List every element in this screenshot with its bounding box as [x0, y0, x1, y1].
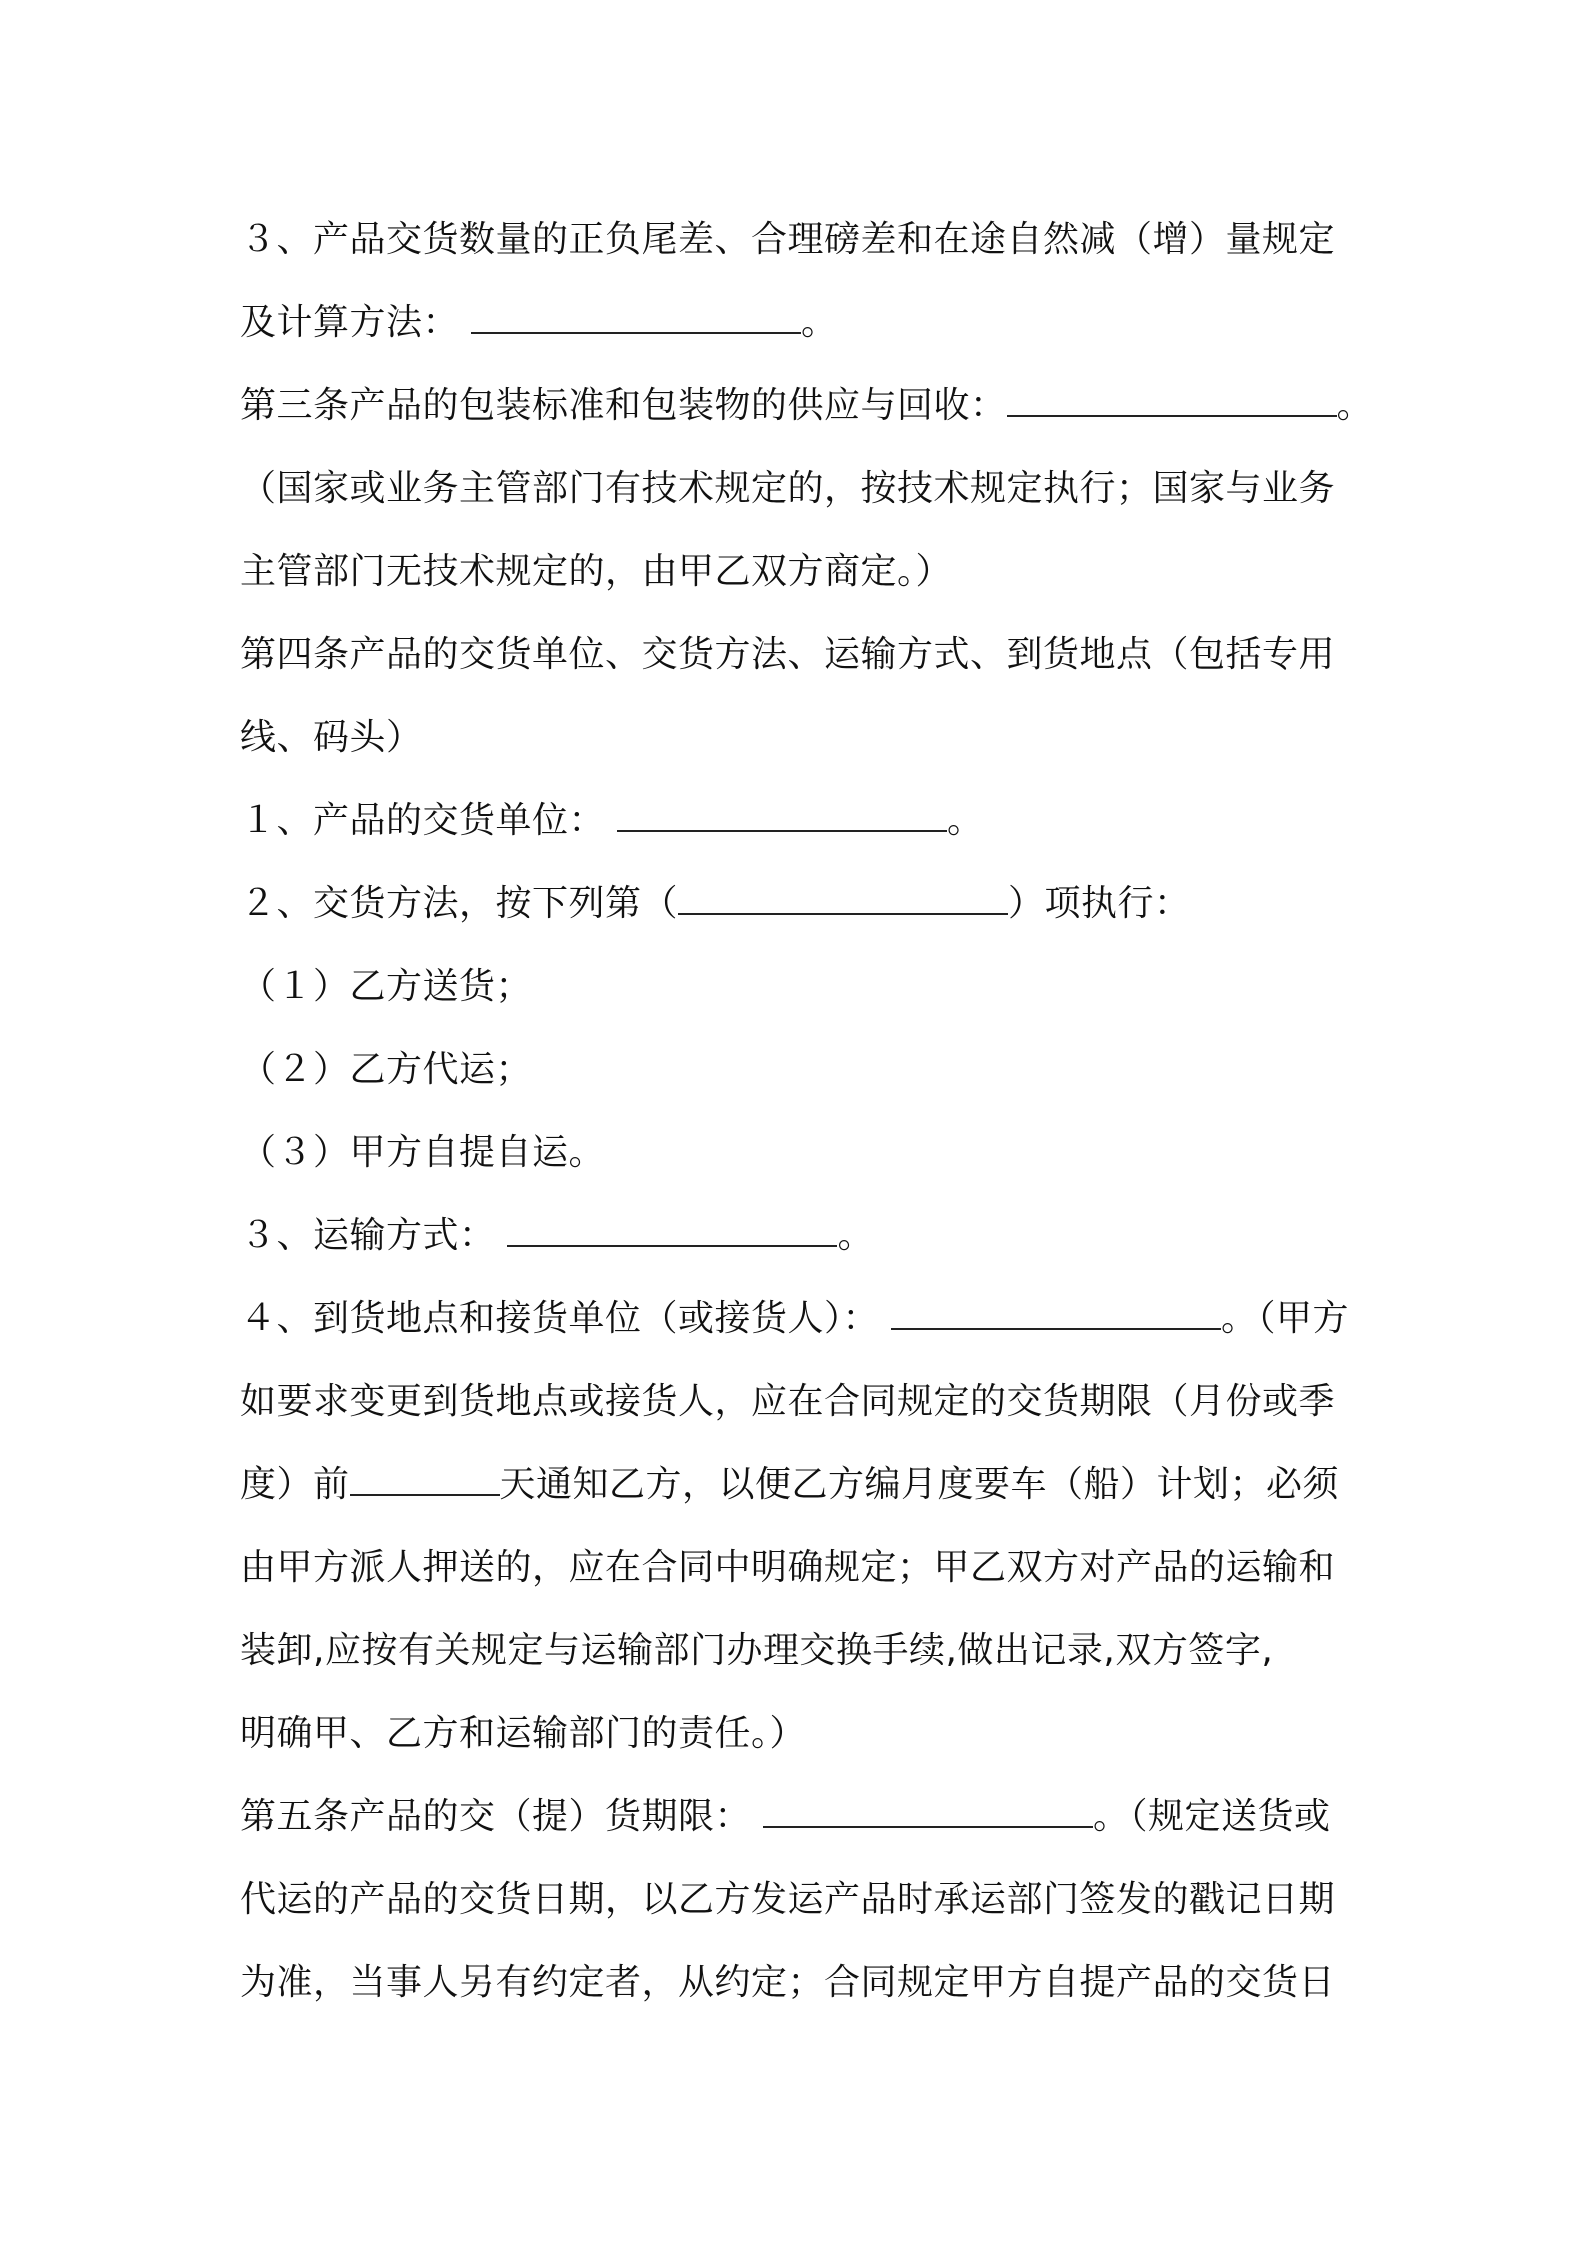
text-line: 装卸,应按有关规定与运输部门办理交换手续,做出记录,双方签字, — [240, 1630, 1274, 1671]
text-line: （１）乙方送货； — [240, 966, 533, 1007]
text-line: 度）前 天通知乙方，以便乙方编月度要车（船）计划；必须 — [240, 1464, 1340, 1505]
fill-in-blank[interactable] — [471, 302, 801, 334]
text-line: ３、产品交货数量的正负尾差、合理磅差和在途自然减（增）量规定 — [240, 219, 1336, 260]
fill-in-blank[interactable] — [617, 800, 947, 832]
document-body — [240, 198, 1374, 2024]
text-line: 明确甲、乙方和运输部门的责任。） — [240, 1713, 807, 1754]
text-line: 线、码头） — [240, 717, 423, 758]
text-line: 为准，当事人另有约定者，从约定；合同规定甲方自提产品的交货日 — [240, 1962, 1336, 2003]
text-line: 主管部门无技术规定的，由甲乙双方商定。） — [240, 551, 953, 592]
fill-in-blank[interactable] — [891, 1298, 1221, 1330]
text-line: 由甲方派人押送的，应在合同中明确规定；甲乙双方对产品的运输和 — [240, 1547, 1336, 1588]
text-line: ２、交货方法，按下列第（ ）项执行： — [240, 883, 1191, 924]
text-line: 代运的产品的交货日期，以乙方发运产品时承运部门签发的戳记日期 — [240, 1879, 1336, 1920]
text-line: 第五条产品的交（提）货期限： 。（规定送货或 — [240, 1796, 1331, 1837]
fill-in-blank[interactable] — [678, 883, 1008, 915]
text-line: （国家或业务主管部门有技术规定的，按技术规定执行；国家与业务 — [240, 468, 1336, 509]
fill-in-blank[interactable] — [350, 1464, 500, 1496]
text-line: 及计算方法： 。 — [240, 302, 838, 343]
fill-in-blank[interactable] — [763, 1796, 1093, 1828]
fill-in-blank[interactable] — [1007, 385, 1337, 417]
fill-in-blank[interactable] — [507, 1215, 837, 1247]
text-line: １、产品的交货单位： 。 — [240, 800, 984, 841]
text-line: 第四条产品的交货单位、交货方法、运输方式、到货地点（包括专用 — [240, 634, 1336, 675]
text-line: ４、到货地点和接货单位（或接货人）： 。（甲方 — [240, 1298, 1349, 1339]
text-line: 如要求变更到货地点或接货人，应在合同规定的交货期限（月份或季 — [240, 1381, 1336, 1422]
text-line: 第三条产品的包装标准和包装物的供应与回收： 。 — [240, 385, 1374, 426]
text-line: （２）乙方代运； — [240, 1049, 533, 1090]
text-line: ３、运输方式： 。 — [240, 1215, 874, 1256]
text-line: （３）甲方自提自运。 — [240, 1132, 606, 1173]
